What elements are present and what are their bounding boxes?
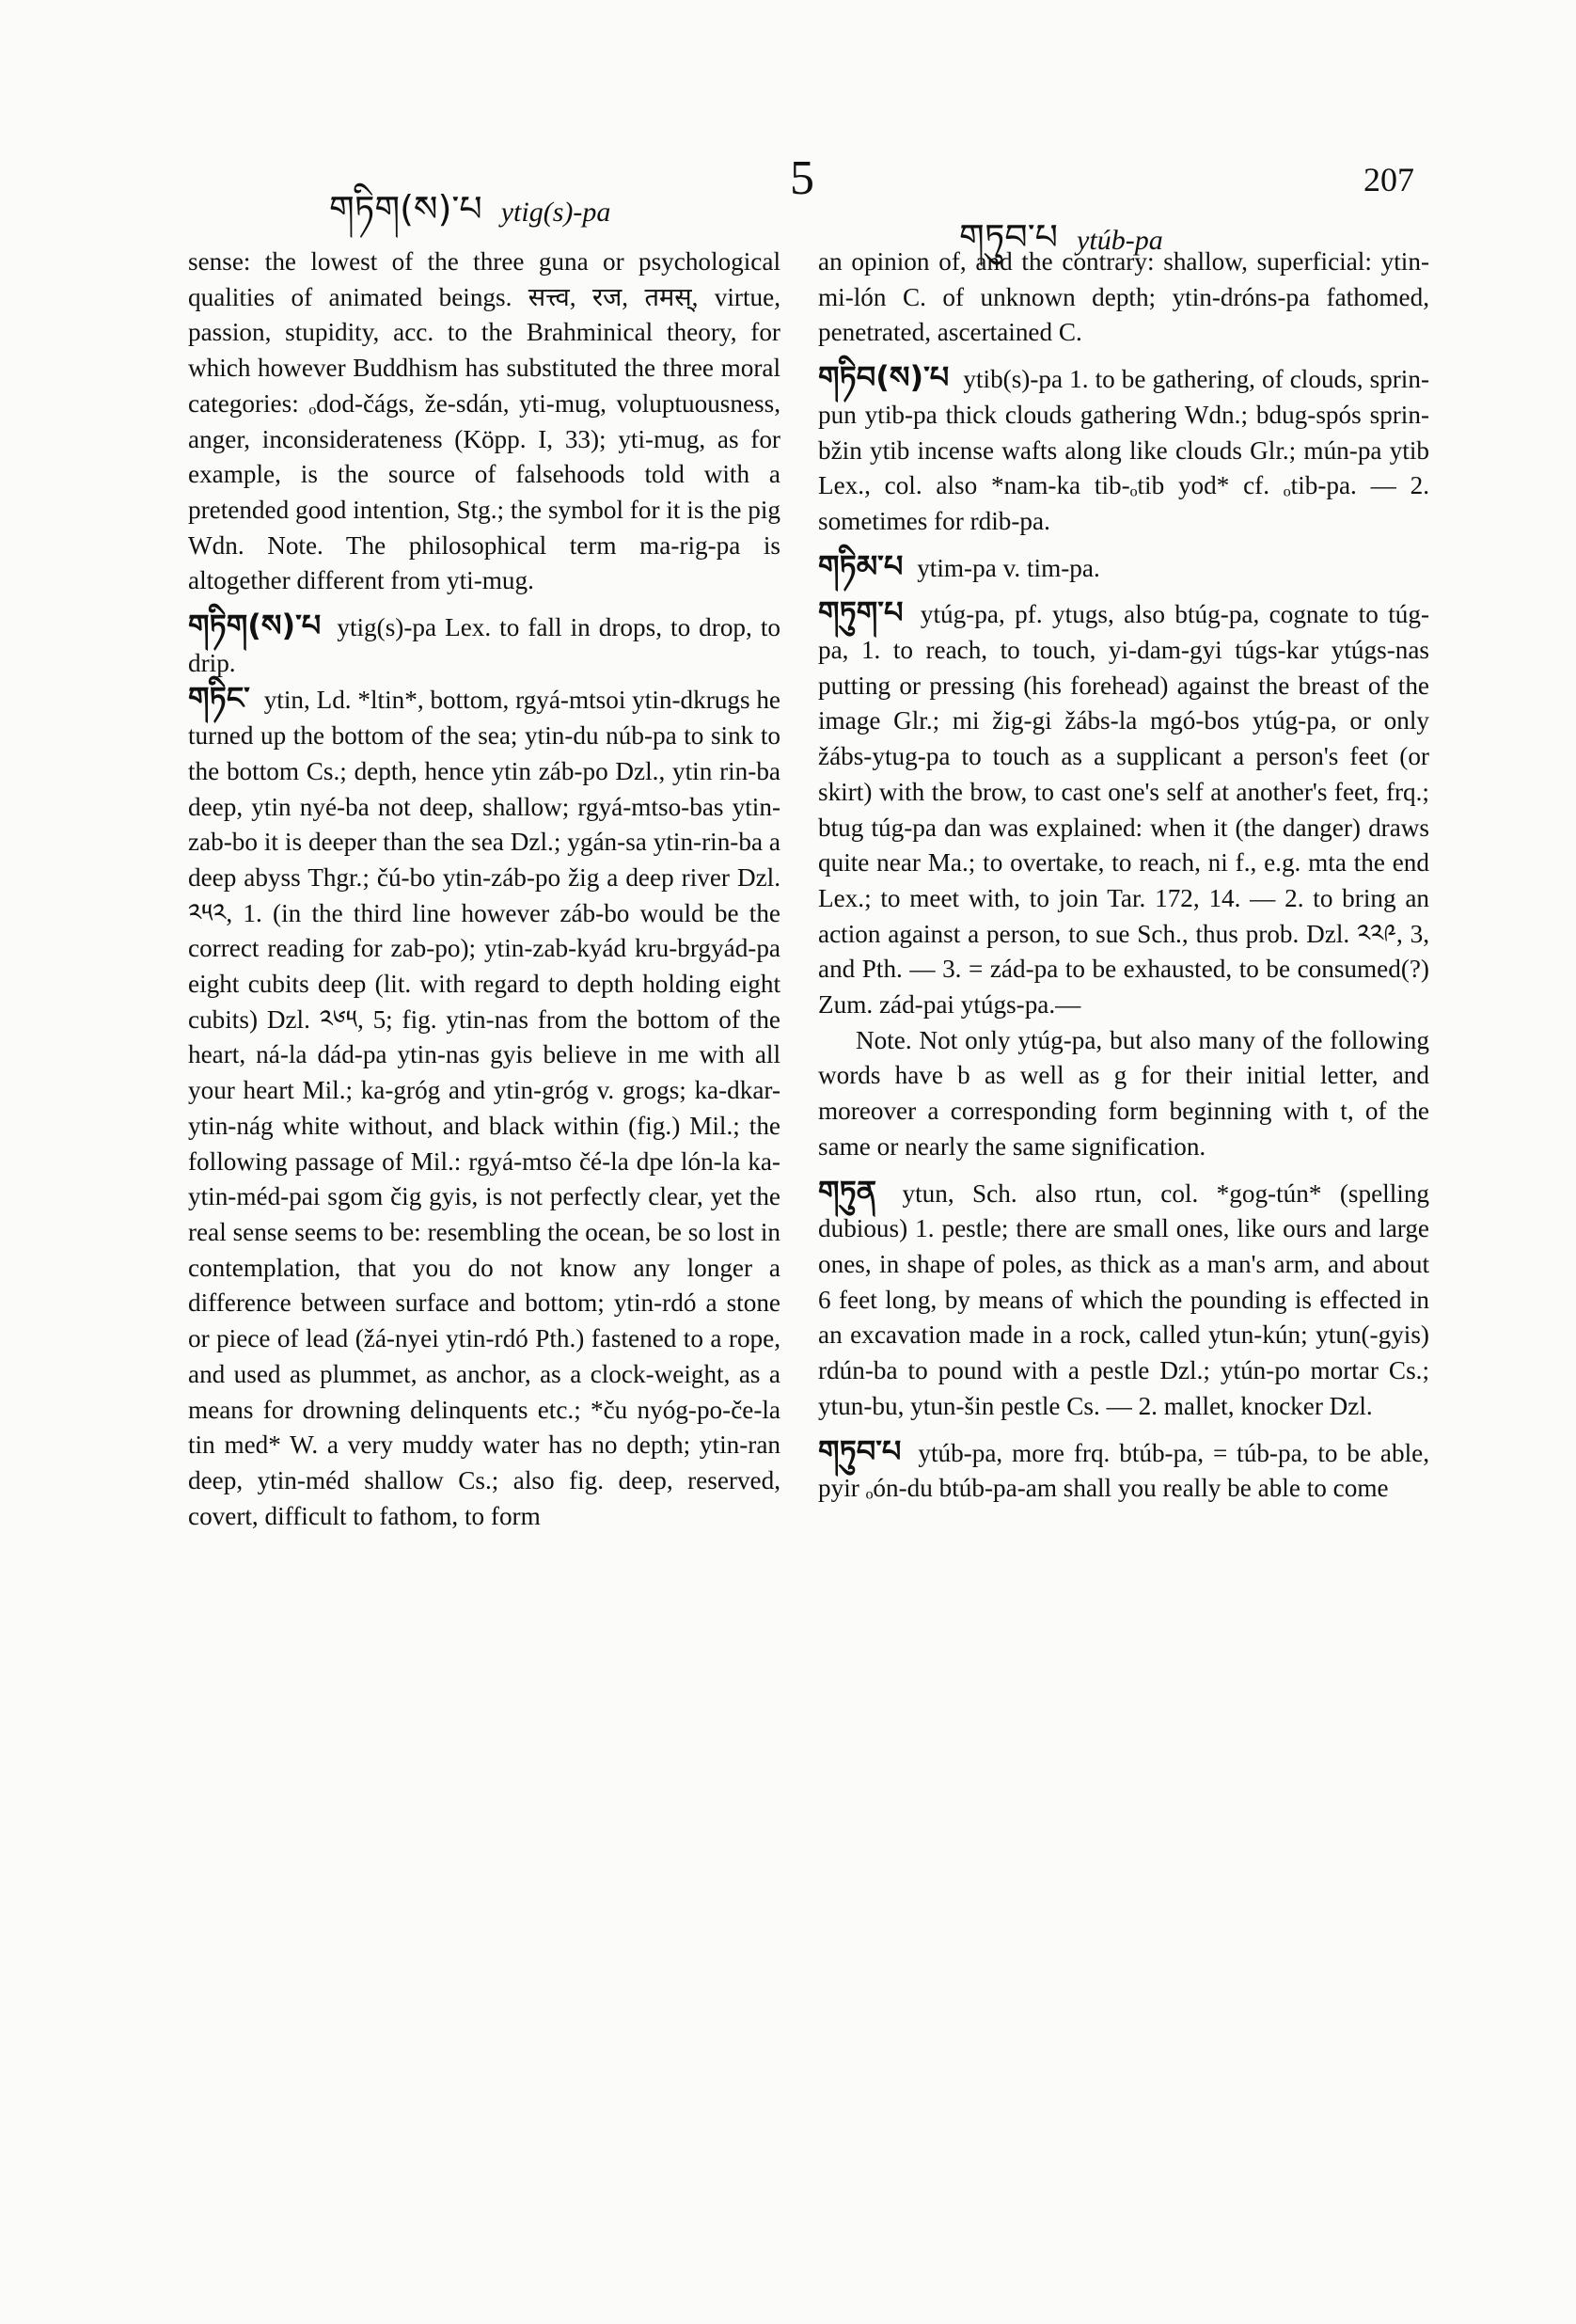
page-number: 207 — [1363, 161, 1414, 198]
right-headword-tibetan: གཏུབ་པ — [959, 216, 1059, 258]
left-headword-tibetan: གཏིག(ས)་པ — [329, 188, 482, 229]
entry-headword: གཏིག(ས)་པ — [188, 608, 322, 644]
dictionary-entry — [818, 549, 1429, 587]
entry-headword: གཏུག་པ — [818, 594, 904, 631]
entry-text: ytúb-pa, more frq. btúb-pa, = túb-pa, to be able, pyir ₒón-du btúb-pa-am shall you really be able to come — [818, 1438, 1429, 1503]
entry-headword: གཏིང་ — [188, 680, 250, 717]
entry-headword: གཏིབ(ས)་པ — [818, 359, 950, 396]
center-mark: 5 — [790, 151, 814, 205]
entry-text: ytig(s)-pa Lex. to fall in drops, to drop, to drip. — [188, 613, 780, 677]
entry-headword: གཏུན — [818, 1173, 877, 1209]
page-header — [0, 150, 1576, 258]
dictionary-entry — [818, 360, 1429, 540]
right-column — [818, 245, 1429, 1507]
entry-text: ytúg-pa, pf. ytugs, also btúg-pa, cognate to túg-pa, 1. to reach, to touch, yi-dam-gyi túgs-kar ytúgs-nas putting or pressing (his forehead) against the breast of the image Glr.; mi žig-gi žábs-la mgó-bos ytúg-pa, or only žábs-ytug-pa to touch as a supplicant a person's feet (or skirt) with the brow, to cast one's self at another's feet, frq.; btug túg-pa dan was explained: when it (the danger) draws quite near Ma.; to overtake, to reach, ni f., e.g. mta the end Lex.; to meet with, to join Tar. 172, 14. — 2. to bring an action against a person, to sue Sch., thus prob. Dzl. ༢༢༩, 3, and Pth. — 3. = zád-pa to be exhausted, to be consumed(?) Zum. zád-pai ytúgs-pa.— — [818, 600, 1430, 1020]
left-headword-translit: ytig(s)-pa — [500, 197, 611, 228]
entry-text: ytun, Sch. also rtun, col. *gog-tún* (spelling dubious) 1. pestle; there are small ones, like ours and large ones, in shape of poles, as thick as a man's arm, and about 6 feet long, by means of which the pounding is effected in an excavation made in a rock, called ytun-kún; ytun(-gyis) rdún-ba to pound with a pestle Dzl.; ytún-po mortar Cs.; ytun-bu, ytun-šin pestle Cs. — 2. mallet, knocker Dzl. — [818, 1178, 1430, 1420]
entry-text: ytim-pa v. tim-pa. — [917, 553, 1100, 582]
dictionary-entry — [188, 681, 780, 1534]
entry-text: ytib(s)-pa 1. to be gathering, of clouds, sprin-pun ytib-pa thick clouds gathering Wdn.; bdug-spós sprin-bžin ytib incense wafts along like clouds Glr.; mún-pa ytib Lex., col. also *nam-ka tib-ₒtib yod* cf. ₒtib-pa. — 2. sometimes for rdib-pa. — [818, 365, 1430, 535]
continued-paragraph: an opinion of, and the contrary: shallow, superficial: ytin-mi-lón C. of unknown depth; ytin-dróns-pa fathomed, penetrated, ascertained C. — [818, 247, 1429, 347]
entry-text: ytin, Ld. *ltin*, bottom, rgyá-mtsoi ytin-dkrugs he turned up the bottom of the sea; ytin-du núb-pa to sink to the bottom Cs.; depth, hence ytin záb-po Dzl., ytin rin-ba deep, ytin nyé-ba not deep, shallow; rgyá-mtso-bas ytin-zab-bo it is deeper than the sea Dzl.; ygán-sa ytin-rin-ba a deep abyss Thgr.; čú-bo ytin-záb-po žig a deep river Dzl. ༢༥༢, 1. (in the third line however záb-bo would be the correct reading for zab-po); ytin-zab-kyád kru-brgyád-pa eight cubits deep (lit. with regard to depth holding eight cubits) Dzl. ༢༦༥, 5; fig. ytin-nas from the bottom of the heart, ná-la dád-pa ytin-nas gyis believe in me with all your heart Mil.; ka-gróg and ytin-gróg v. grogs; ka-dkar-ytin-nág white without, and black within (fig.) Mil.; the following passage of Mil.: rgyá-mtso čé-la dpe lón-la ka-ytin-méd-pai sgom čig gyis, is not perfectly clear, yet the real sense seems to be: resembling the ocean, be so lost in contemplation, that you do not know any longer a difference between surface and bottom; ytin-rdó a stone or piece of lead (žá-nyei ytin-rdó Pth.) fastened to a rope, and used as plummet, as anchor, as a clock-weight, as a means for drowning delinquents etc.; *ču nyóg-po-če-la tin med* W. a very muddy water has no depth; ytin-ran deep, ytin-méd shallow Cs.; also fig. deep, reserved, covert, difficult to fathom, to form — [188, 686, 781, 1530]
dictionary-entry — [818, 595, 1429, 1022]
dictionary-entry — [818, 1434, 1429, 1507]
continued-paragraph: sense: the lowest of the three guna or psychological qualities of animated beings. सत्त्व, रज, तमस्, virtue, passion, stupidity, acc. to the Brahminical theory, for which however Buddhism has substituted the three moral categories: ₒdod-čágs, že-sdán, yti-mug, voluptuousness, anger, inconsiderateness (Köpp. I, 33); yti-mug, as for example, is the source of falsehoods told with a pretended good intention, Stg.; the symbol for it is the pig Wdn. Note. The philosophical term ma-rig-pa is altogether different from yti-mug. — [188, 247, 780, 595]
right-headword-translit: ytúb-pa — [1077, 225, 1163, 256]
entry-headword: གཏུབ་པ — [818, 1432, 902, 1469]
note-paragraph: Note. Not only ytúg-pa, but also many of the following words have b as well as g for their initial letter, and moreover a corresponding form beginning with t, of the same or nearly the same signification. — [818, 1025, 1429, 1161]
entry-headword: གཏིམ་པ — [818, 547, 904, 584]
left-column — [188, 245, 780, 1534]
dictionary-entry — [188, 609, 780, 681]
dictionary-entry — [818, 1175, 1429, 1425]
